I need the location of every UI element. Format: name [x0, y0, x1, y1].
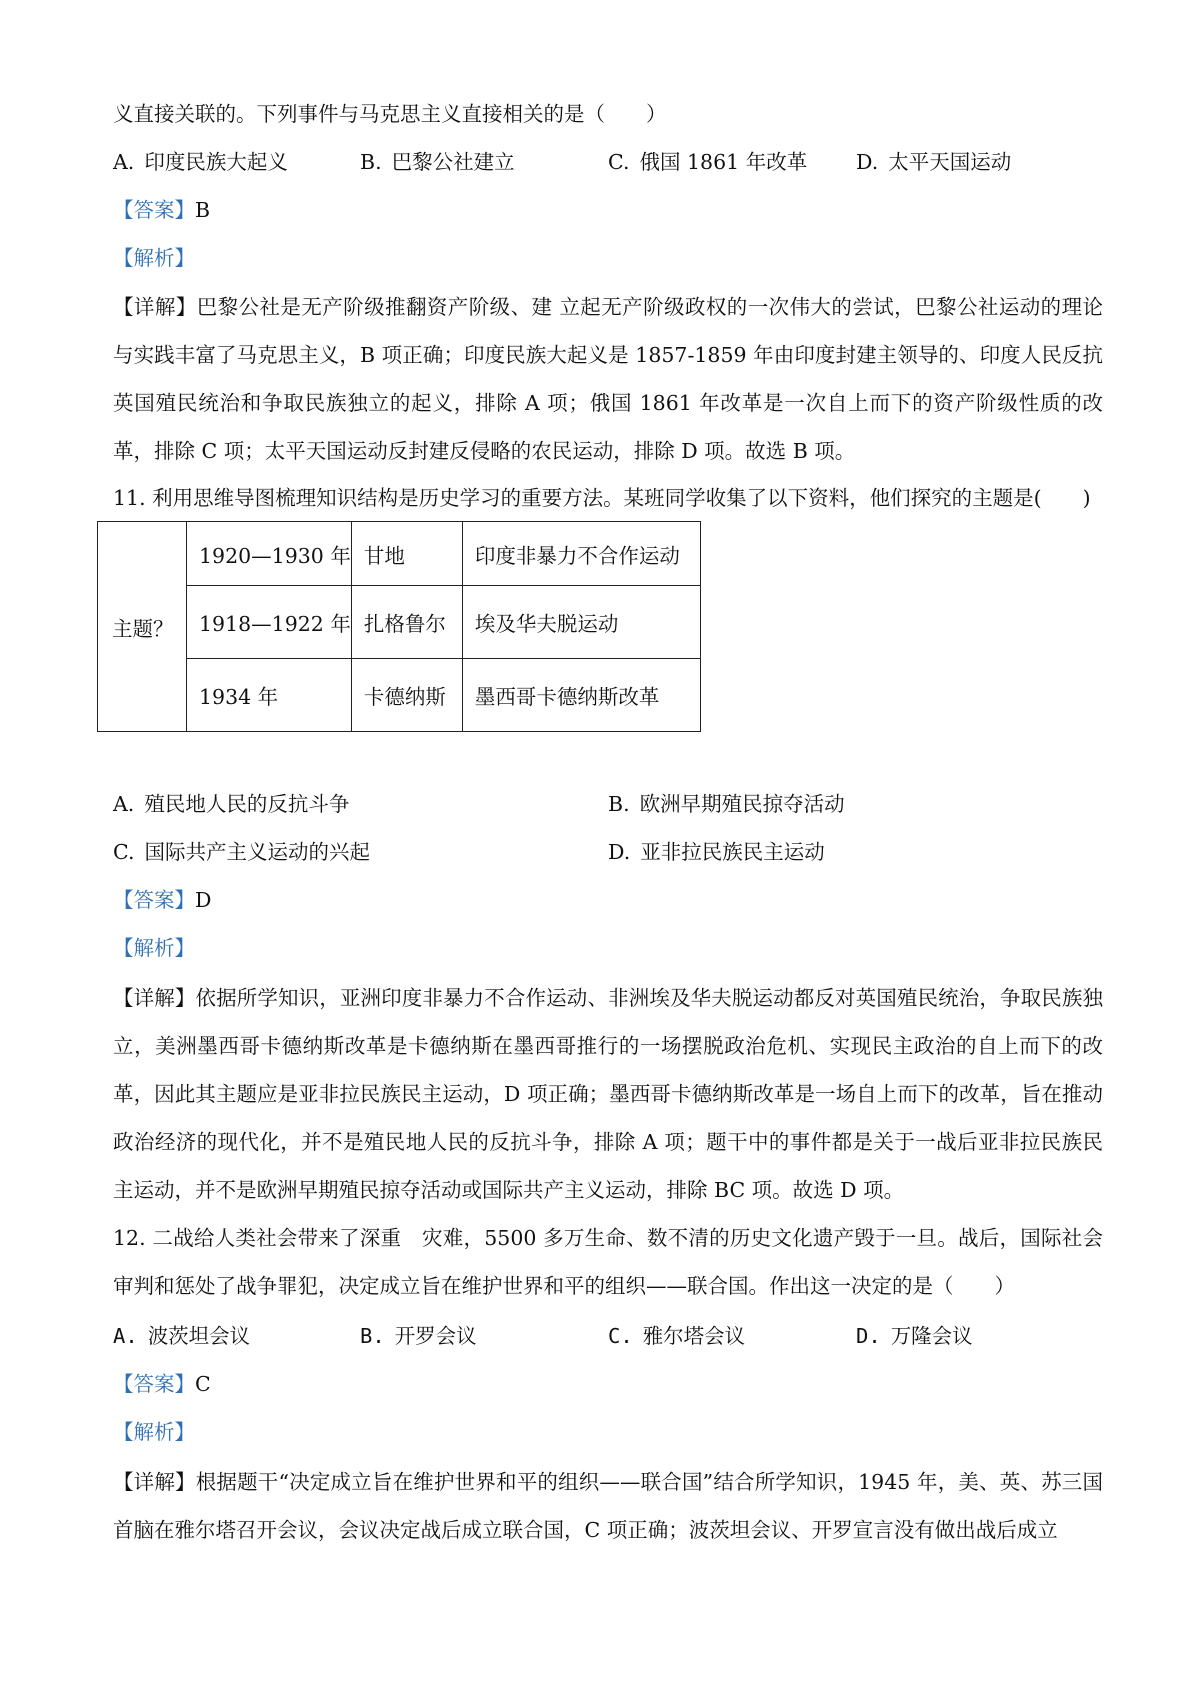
option-letter: B.	[360, 150, 382, 174]
q12-stem: 12. 二战给人类社会带来了深重 灾难，5500 多万生命、数不清的历史文化遗产毁于一旦。战后，国际社会审判和惩处了战争罪犯，决定成立旨在维护世界和平的组织——联合国。作出这一决定的是（ ）	[113, 1226, 1103, 1298]
table-row	[98, 522, 701, 586]
option-text: 巴黎公社建立	[391, 150, 515, 174]
q10-option-b[interactable]	[360, 148, 515, 176]
option-text: 波茨坦会议	[147, 1324, 251, 1348]
q11-option-a[interactable]	[113, 790, 349, 818]
answer-value: D	[195, 888, 212, 912]
q10-analysis	[113, 244, 195, 272]
option-letter: C.	[608, 1324, 633, 1348]
q11-analysis	[113, 934, 195, 962]
option-text: 太平天国运动	[888, 150, 1012, 174]
analysis-label: 【解析】	[113, 246, 195, 270]
year-cell: 1920—1930 年	[187, 522, 352, 586]
option-text: 雅尔塔会议	[642, 1324, 746, 1348]
q11-detail	[113, 974, 1103, 1214]
detail-label: 【详解】	[113, 1470, 196, 1494]
q11-answer	[113, 886, 211, 914]
option-letter: B.	[608, 792, 630, 816]
analysis-label: 【解析】	[113, 936, 195, 960]
q10-stem-tail: 义直接关联的。下列事件与马克思主义直接相关的是（ ）	[113, 102, 667, 126]
event-cell: 埃及华夫脱运动	[462, 586, 700, 659]
answer-label: 【答案】	[113, 198, 195, 222]
q12-option-c[interactable]	[608, 1322, 745, 1350]
q11-table	[97, 521, 701, 732]
table-row	[98, 659, 701, 732]
detail-label: 【详解】	[113, 986, 196, 1010]
q12-option-d[interactable]	[856, 1322, 973, 1350]
answer-value: C	[195, 1372, 211, 1396]
option-letter: D.	[856, 150, 879, 174]
q10-detail	[113, 283, 1103, 475]
answer-value: B	[195, 198, 211, 222]
option-text: 开罗会议	[394, 1324, 477, 1348]
q11-stem: 11. 利用思维导图梳理知识结构是历史学习的重要方法。某班同学收集了以下资料，他们探究的主题是( )	[113, 486, 1091, 510]
q12-detail	[113, 1458, 1103, 1554]
year-cell: 1934 年	[187, 659, 352, 732]
option-text: 殖民地人民的反抗斗争	[144, 792, 350, 816]
year-cell: 1918—1922 年	[187, 586, 352, 659]
detail-text: 巴黎公社是无产阶级推翻资产阶级、建 立起无产阶级政权的一次伟大的尝试，巴黎公社运动的理论与实践丰富了马克思主义，B 项正确；印度民族大起义是 1857-1859 年由印度封建主领导的、印度人民反抗英国殖民统治和争取民族独立的起义，排除 A 项；俄国 1861 年改革是一次自上而下的资产阶级性质的改革，排除 C 项；太平天国运动反封建反侵略的农民运动，排除 D 项。故选 B 项。	[113, 295, 1104, 463]
person-cell: 甘地	[351, 522, 462, 586]
option-text: 亚非拉民族民主运动	[640, 840, 825, 864]
q10-answer	[113, 196, 210, 224]
option-text: 俄国 1861 年改革	[639, 150, 808, 174]
theme-cell: 主题？	[98, 522, 187, 732]
option-letter: D.	[608, 840, 631, 864]
q10-option-a[interactable]	[113, 148, 288, 176]
detail-text: 根据题干“决定成立旨在维护世界和平的组织——联合国”结合所学知识，1945 年，美、英、苏三国首脑在雅尔塔召开会议，会议决定战后成立联合国，C 项正确；波茨坦会议、开罗宣言没有做出战后成立	[113, 1470, 1103, 1542]
q12-option-a[interactable]	[113, 1322, 250, 1350]
q11-option-c[interactable]	[113, 838, 370, 866]
option-text: 国际共产主义运动的兴起	[144, 840, 370, 864]
option-text: 印度民族大起义	[144, 150, 288, 174]
q11-option-d[interactable]	[608, 838, 825, 866]
option-letter: C.	[113, 840, 135, 864]
option-text: 万隆会议	[890, 1324, 973, 1348]
person-cell: 扎格鲁尔	[351, 586, 462, 659]
analysis-label: 【解析】	[113, 1420, 195, 1444]
detail-text: 依据所学知识，亚洲印度非暴力不合作运动、非洲埃及华夫脱运动都反对英国殖民统治，争取民族独立，美洲墨西哥卡德纳斯改革是卡德纳斯在墨西哥推行的一场摆脱政治危机、实现民主政治的自上而下的改革，因此其主题应是亚非拉民族民主运动，D 项正确；墨西哥卡德纳斯改革是一场自上而下的改革，旨在推动政治经济的现代化，并不是殖民地人民的反抗斗争，排除 A 项；题干中的事件都是关于一战后亚非拉民族民主运动，并不是欧洲早期殖民掠夺活动或国际共产主义运动，排除 BC 项。故选 D 项。	[113, 986, 1104, 1202]
option-letter: D.	[856, 1324, 881, 1348]
event-cell: 墨西哥卡德纳斯改革	[462, 659, 700, 732]
answer-label: 【答案】	[113, 888, 195, 912]
option-letter: C.	[608, 150, 630, 174]
q12-answer	[113, 1370, 211, 1398]
option-letter: B.	[360, 1324, 385, 1348]
detail-label: 【详解】	[113, 295, 197, 319]
event-cell: 印度非暴力不合作运动	[462, 522, 700, 586]
option-letter: A.	[113, 792, 135, 816]
q10-option-c[interactable]	[608, 148, 807, 176]
q10-option-d[interactable]	[856, 148, 1011, 176]
person-cell: 卡德纳斯	[351, 659, 462, 732]
q12-analysis	[113, 1418, 195, 1446]
q12-option-b[interactable]	[360, 1322, 477, 1350]
answer-label: 【答案】	[113, 1372, 195, 1396]
option-text: 欧洲早期殖民掠夺活动	[639, 792, 845, 816]
q11-option-b[interactable]	[608, 790, 845, 818]
option-letter: A.	[113, 150, 135, 174]
table-row	[98, 586, 701, 659]
option-letter: A.	[113, 1324, 138, 1348]
